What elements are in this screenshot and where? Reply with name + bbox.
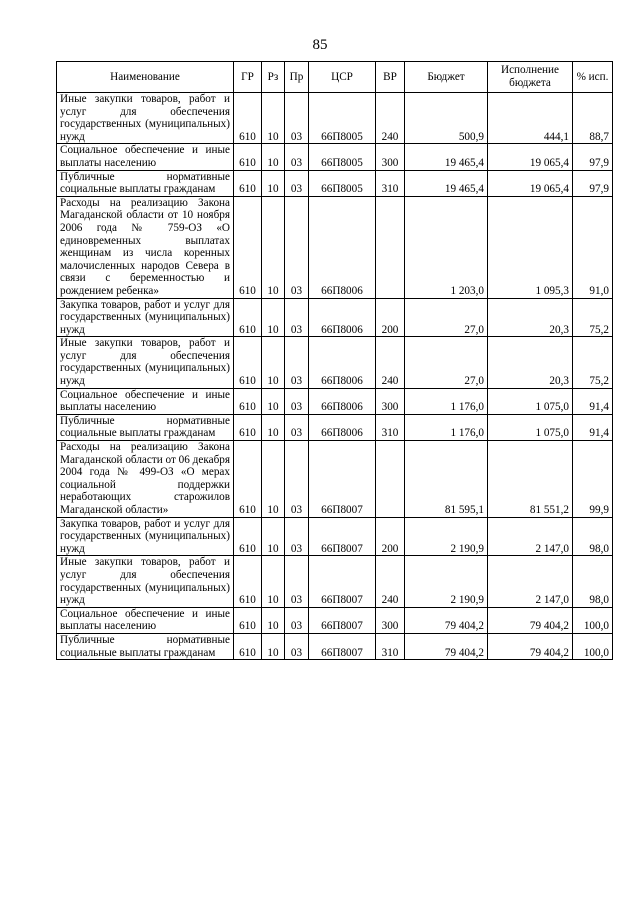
- cell-name: Социальное обеспечение и иные выплаты населению: [57, 388, 234, 414]
- table-row: [57, 196, 613, 298]
- cell-budget: 2 190,9: [405, 556, 488, 607]
- table-body: [57, 93, 613, 660]
- cell-vr: 240: [376, 337, 405, 388]
- cell-gr: 610: [234, 170, 262, 196]
- cell-name: Иные закупки товаров, работ и услуг для обеспечения государственных (муниципальных) нужд: [57, 93, 234, 144]
- cell-gr: 610: [234, 517, 262, 556]
- cell-pr: 03: [285, 298, 309, 337]
- cell-budget: 19 465,4: [405, 144, 488, 170]
- cell-budget: 27,0: [405, 337, 488, 388]
- cell-execution: 20,3: [488, 337, 573, 388]
- cell-budget: 1 176,0: [405, 414, 488, 440]
- table-row: [57, 517, 613, 556]
- cell-gr: 610: [234, 633, 262, 659]
- cell-pr: 03: [285, 556, 309, 607]
- cell-budget: 79 404,2: [405, 633, 488, 659]
- header-gr: ГР: [234, 62, 262, 93]
- cell-percent: 91,4: [573, 414, 613, 440]
- cell-percent: 75,2: [573, 337, 613, 388]
- cell-rz: 10: [262, 633, 285, 659]
- cell-pr: 03: [285, 196, 309, 298]
- cell-gr: 610: [234, 144, 262, 170]
- cell-budget: 81 595,1: [405, 441, 488, 518]
- cell-vr: 310: [376, 414, 405, 440]
- cell-rz: 10: [262, 337, 285, 388]
- cell-percent: 100,0: [573, 633, 613, 659]
- cell-rz: 10: [262, 517, 285, 556]
- cell-percent: 100,0: [573, 607, 613, 633]
- cell-vr: 240: [376, 556, 405, 607]
- cell-percent: 97,9: [573, 170, 613, 196]
- cell-name: Социальное обеспечение и иные выплаты населению: [57, 607, 234, 633]
- cell-budget: 1 176,0: [405, 388, 488, 414]
- cell-vr: 310: [376, 170, 405, 196]
- cell-csr: 66П8007: [309, 517, 376, 556]
- table-row: [57, 144, 613, 170]
- cell-budget: 27,0: [405, 298, 488, 337]
- cell-pr: 03: [285, 414, 309, 440]
- budget-table: [56, 61, 613, 660]
- cell-pr: 03: [285, 93, 309, 144]
- cell-vr: 200: [376, 298, 405, 337]
- header-budget: Бюджет: [405, 62, 488, 93]
- cell-pr: 03: [285, 388, 309, 414]
- cell-pr: 03: [285, 441, 309, 518]
- header-name: Наименование: [57, 62, 234, 93]
- cell-percent: 75,2: [573, 298, 613, 337]
- cell-vr: 240: [376, 93, 405, 144]
- cell-csr: 66П8007: [309, 556, 376, 607]
- cell-gr: 610: [234, 298, 262, 337]
- table-row: [57, 337, 613, 388]
- cell-vr: [376, 196, 405, 298]
- cell-rz: 10: [262, 170, 285, 196]
- cell-percent: 99,9: [573, 441, 613, 518]
- cell-execution: 1 095,3: [488, 196, 573, 298]
- cell-execution: 444,1: [488, 93, 573, 144]
- cell-name: Расходы на реализацию Закона Магаданской области от 06 декабря 2004 года № 499-ОЗ «О мерах социальной поддержки неработающих старожилов Магаданской области»: [57, 441, 234, 518]
- cell-pr: 03: [285, 633, 309, 659]
- cell-rz: 10: [262, 414, 285, 440]
- header-rz: Рз: [262, 62, 285, 93]
- cell-budget: 19 465,4: [405, 170, 488, 196]
- cell-budget: 2 190,9: [405, 517, 488, 556]
- cell-rz: 10: [262, 441, 285, 518]
- cell-percent: 98,0: [573, 517, 613, 556]
- cell-execution: 20,3: [488, 298, 573, 337]
- cell-pr: 03: [285, 517, 309, 556]
- cell-csr: 66П8007: [309, 441, 376, 518]
- cell-csr: 66П8006: [309, 298, 376, 337]
- cell-execution: 19 065,4: [488, 144, 573, 170]
- cell-name: Публичные нормативные социальные выплаты гражданам: [57, 170, 234, 196]
- header-execution: Исполнение бюджета: [488, 62, 573, 93]
- table-row: [57, 556, 613, 607]
- header-csr: ЦСР: [309, 62, 376, 93]
- cell-percent: 98,0: [573, 556, 613, 607]
- cell-execution: 2 147,0: [488, 556, 573, 607]
- cell-percent: 88,7: [573, 93, 613, 144]
- cell-gr: 610: [234, 414, 262, 440]
- page-number: 85: [312, 37, 328, 53]
- cell-rz: 10: [262, 388, 285, 414]
- cell-name: Закупка товаров, работ и услуг для государственных (муниципальных) нужд: [57, 298, 234, 337]
- table-row: [57, 633, 613, 659]
- cell-execution: 1 075,0: [488, 414, 573, 440]
- table-row: [57, 170, 613, 196]
- cell-percent: 91,4: [573, 388, 613, 414]
- cell-vr: 300: [376, 607, 405, 633]
- cell-execution: 81 551,2: [488, 441, 573, 518]
- cell-gr: 610: [234, 337, 262, 388]
- header-percent: % исп.: [573, 62, 613, 93]
- cell-csr: 66П8005: [309, 170, 376, 196]
- cell-gr: 610: [234, 388, 262, 414]
- cell-rz: 10: [262, 298, 285, 337]
- cell-execution: 79 404,2: [488, 607, 573, 633]
- cell-name: Публичные нормативные социальные выплаты гражданам: [57, 414, 234, 440]
- cell-rz: 10: [262, 556, 285, 607]
- cell-name: Иные закупки товаров, работ и услуг для обеспечения государственных (муниципальных) нужд: [57, 337, 234, 388]
- cell-gr: 610: [234, 196, 262, 298]
- cell-pr: 03: [285, 144, 309, 170]
- cell-gr: 610: [234, 607, 262, 633]
- table-row: [57, 298, 613, 337]
- cell-csr: 66П8006: [309, 414, 376, 440]
- table-row: [57, 388, 613, 414]
- cell-vr: 300: [376, 388, 405, 414]
- cell-vr: 310: [376, 633, 405, 659]
- cell-budget: 500,9: [405, 93, 488, 144]
- cell-name: Расходы на реализацию Закона Магаданской области от 10 ноября 2006 года № 759-ОЗ «О единовременных выплатах женщинам из числа коренных малочисленных народов Севера в связи с беременностью и рождением ребенка»: [57, 196, 234, 298]
- cell-rz: 10: [262, 607, 285, 633]
- cell-csr: 66П8006: [309, 388, 376, 414]
- cell-percent: 97,9: [573, 144, 613, 170]
- cell-execution: 19 065,4: [488, 170, 573, 196]
- table-row: [57, 93, 613, 144]
- table-header-row: [57, 62, 613, 93]
- cell-csr: 66П8005: [309, 93, 376, 144]
- header-pr: Пр: [285, 62, 309, 93]
- cell-name: Социальное обеспечение и иные выплаты населению: [57, 144, 234, 170]
- cell-execution: 79 404,2: [488, 633, 573, 659]
- cell-csr: 66П8005: [309, 144, 376, 170]
- cell-gr: 610: [234, 93, 262, 144]
- cell-name: Закупка товаров, работ и услуг для государственных (муниципальных) нужд: [57, 517, 234, 556]
- cell-csr: 66П8007: [309, 633, 376, 659]
- cell-execution: 1 075,0: [488, 388, 573, 414]
- cell-budget: 1 203,0: [405, 196, 488, 298]
- cell-pr: 03: [285, 337, 309, 388]
- cell-csr: 66П8006: [309, 337, 376, 388]
- table-row: [57, 607, 613, 633]
- cell-execution: 2 147,0: [488, 517, 573, 556]
- cell-name: Публичные нормативные социальные выплаты гражданам: [57, 633, 234, 659]
- cell-pr: 03: [285, 170, 309, 196]
- cell-rz: 10: [262, 196, 285, 298]
- cell-name: Иные закупки товаров, работ и услуг для обеспечения государственных (муниципальных) нужд: [57, 556, 234, 607]
- table-row: [57, 414, 613, 440]
- cell-vr: 300: [376, 144, 405, 170]
- cell-csr: 66П8007: [309, 607, 376, 633]
- cell-rz: 10: [262, 144, 285, 170]
- cell-vr: 200: [376, 517, 405, 556]
- cell-percent: 91,0: [573, 196, 613, 298]
- table-row: [57, 441, 613, 518]
- cell-gr: 610: [234, 556, 262, 607]
- cell-vr: [376, 441, 405, 518]
- cell-csr: 66П8006: [309, 196, 376, 298]
- cell-pr: 03: [285, 607, 309, 633]
- cell-rz: 10: [262, 93, 285, 144]
- cell-gr: 610: [234, 441, 262, 518]
- cell-budget: 79 404,2: [405, 607, 488, 633]
- header-vr: ВР: [376, 62, 405, 93]
